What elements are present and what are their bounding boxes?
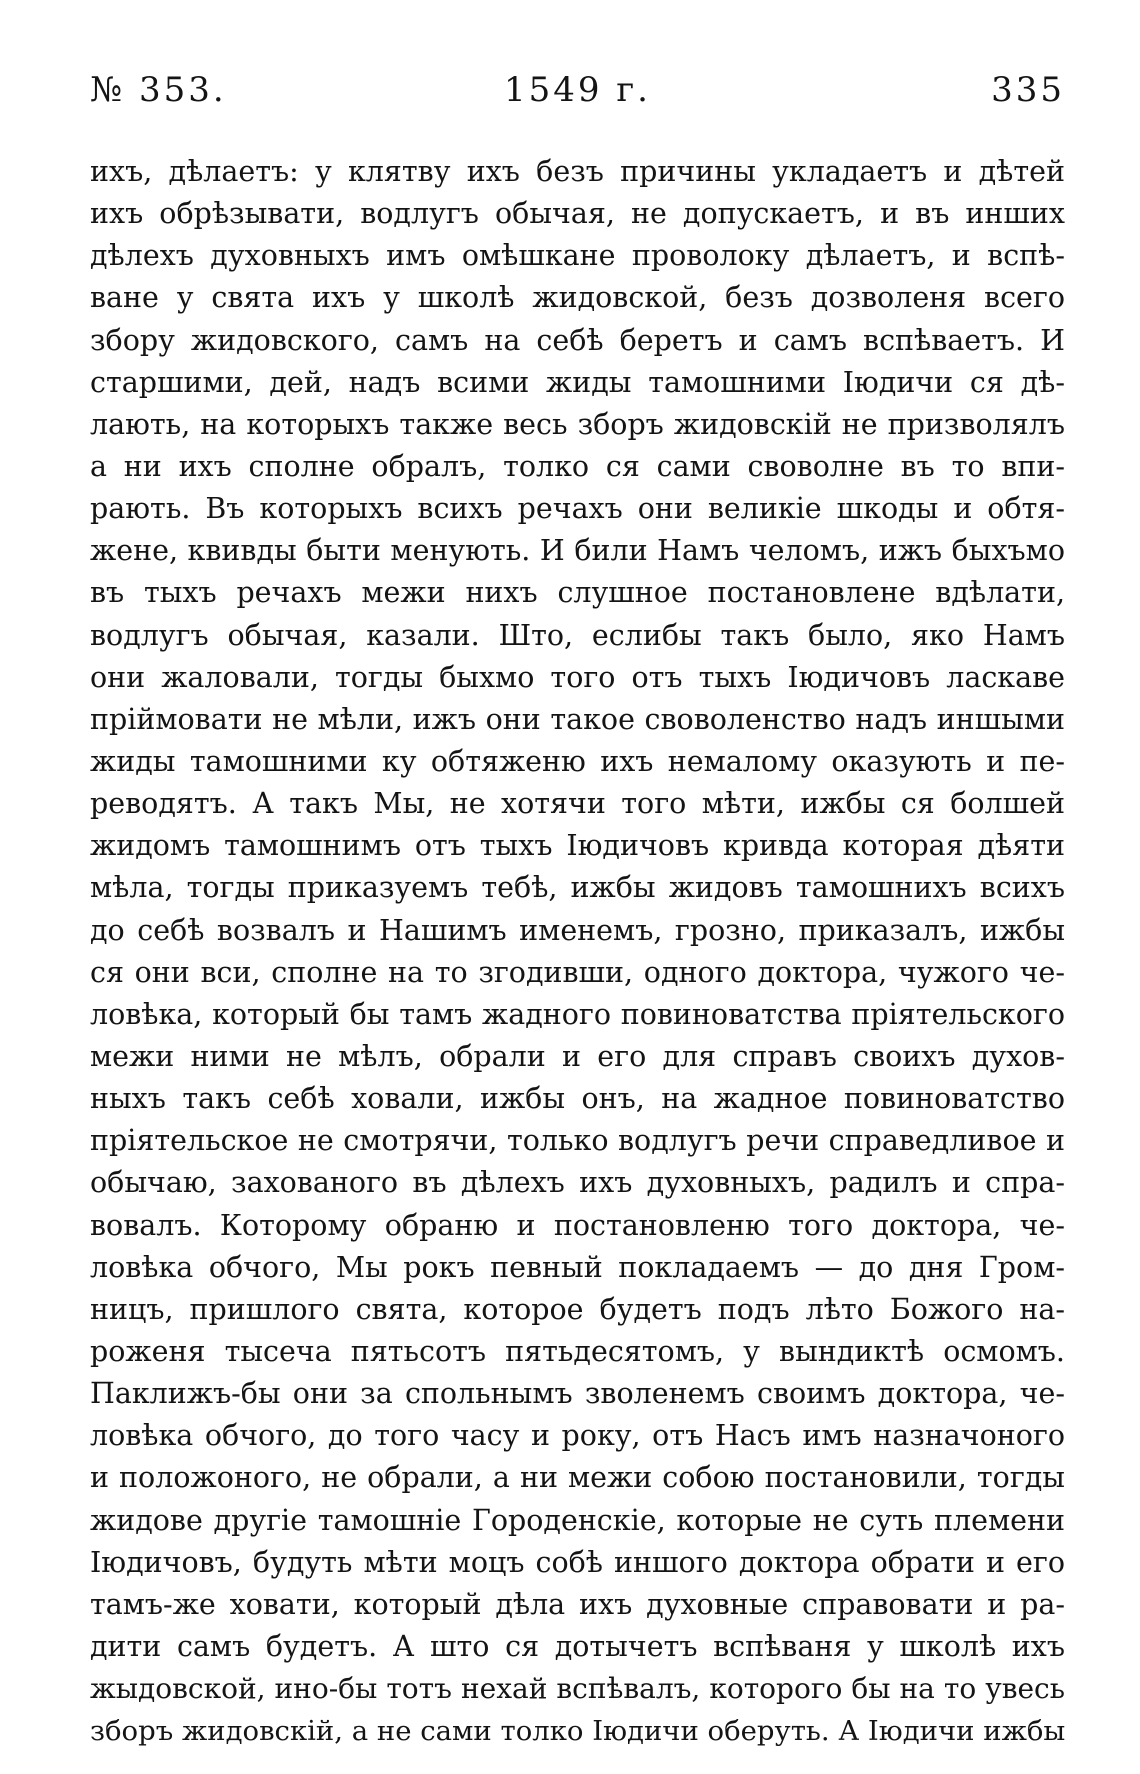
text-line: жыдовской, ино-бы тотъ нехай вспѣвалъ, которого бы на то увесь bbox=[90, 1672, 1065, 1706]
text-line: пріймовати не мѣли, ижъ они такое своволенство надъ иншыми bbox=[90, 702, 1065, 736]
text-line: до себѣ возвалъ и Нашимъ именемъ, грозно, приказалъ, ижбы bbox=[90, 913, 1065, 947]
text-line: збору жидовского, самъ на себѣ беретъ и самъ вспѣваетъ. И bbox=[90, 323, 1065, 357]
document-number: № 353. bbox=[90, 70, 227, 110]
text-line: межи ними не мѣлъ, обрали и его для справъ своихъ духов- bbox=[90, 1039, 1065, 1073]
text-line: вовалъ. Которому обраню и постановленю того доктора, че- bbox=[90, 1208, 1065, 1242]
text-line: они жаловали, тогды быхмо того отъ тыхъ Іюдичовъ ласкаве bbox=[90, 660, 1065, 694]
text-line: дѣлехъ духовныхъ имъ омѣшкане проволоку дѣлаетъ, и вспѣ- bbox=[90, 239, 1065, 273]
text-line: реводятъ. А такъ Мы, не хотячи того мѣти, ижбы ся болшей bbox=[90, 787, 1065, 821]
document-year: 1549 г. bbox=[504, 70, 651, 110]
text-line: Іюдичовъ, будуть мѣти моцъ собѣ иншого доктора обрати и его bbox=[90, 1545, 1065, 1579]
text-line: ницъ, пришлого свята, которое будетъ подъ лѣто Божого на- bbox=[90, 1292, 1065, 1326]
text-line: ихъ, дѣлаетъ: у клятву ихъ безъ причины укладаетъ и дѣтей bbox=[90, 155, 1065, 188]
text-line: рають. Въ которыхъ всихъ речахъ они великіе шкоды и обтя- bbox=[90, 492, 1065, 526]
text-line: ловѣка обчого, Мы рокъ певный покладаемъ — до дня Гром- bbox=[90, 1250, 1065, 1284]
text-line: въ тыхъ речахъ межи нихъ слушное постановлене вдѣлати, bbox=[90, 576, 1065, 610]
text-line: а ни ихъ сполне обралъ, толко ся сами своволне въ то впи- bbox=[90, 449, 1065, 483]
text-line: обычаю, захованого въ дѣлехъ ихъ духовныхъ, радилъ и спра- bbox=[90, 1166, 1065, 1200]
text-line: мѣла, тогды приказуемъ тебѣ, ижбы жидовъ тамошнихъ всихъ bbox=[90, 871, 1065, 905]
text-line: зборъ жидовскій, а не сами толко Іюдичи оберуть. А Іюдичи ижбы bbox=[90, 1715, 1065, 1748]
page-number: 335 bbox=[991, 70, 1065, 110]
text-line: ихъ обрѣзывати, водлугъ обычая, не допускаетъ, и въ инших bbox=[90, 197, 1065, 231]
body-text bbox=[90, 151, 1065, 1752]
text-line: дити самъ будетъ. А што ся дотычетъ вспѣваня у школѣ ихъ bbox=[90, 1629, 1065, 1663]
text-line: ване у свята ихъ у школѣ жидовской, безъ дозволеня всего bbox=[90, 281, 1065, 315]
text-line: жене, квивды быти менують. И били Намъ челомъ, ижъ быхъмо bbox=[90, 534, 1065, 568]
text-line: тамъ-же ховати, который дѣла ихъ духовные справовати и ра- bbox=[90, 1587, 1065, 1621]
page-header bbox=[90, 70, 1065, 120]
text-line: ловѣка обчого, до того часу и року, отъ Насъ имъ назначоного bbox=[90, 1419, 1065, 1453]
text-line: роженя тысеча пятьсотъ пятьдесятомъ, у вындиктѣ осмомъ. bbox=[90, 1334, 1065, 1368]
text-line: жиды тамошними ку обтяженю ихъ немалому оказують и пе- bbox=[90, 744, 1065, 778]
text-line: пріятельское не смотрячи, только водлугъ речи справедливое и bbox=[90, 1124, 1065, 1158]
text-line: и положоного, не обрали, а ни межи собою постановили, тогды bbox=[90, 1461, 1065, 1495]
text-line: ся они вси, сполне на то згодивши, одного доктора, чужого че- bbox=[90, 955, 1065, 989]
text-line: жидове другіе тамошніе Городенскіе, которые не суть племени bbox=[90, 1503, 1065, 1537]
text-line: жидомъ тамошнимъ отъ тыхъ Іюдичовъ кривда которая дѣяти bbox=[90, 829, 1065, 863]
text-line: старшими, дей, надъ всими жиды тамошними Іюдичи ся дѣ- bbox=[90, 365, 1065, 399]
text-line: ныхъ такъ себѣ ховали, ижбы онъ, на жадное повиноватство bbox=[90, 1082, 1065, 1116]
text-line: водлугъ обычая, казали. Што, еслибы такъ было, яко Намъ bbox=[90, 618, 1065, 652]
text-line: лають, на которыхъ также весь зборъ жидовскій не призволялъ bbox=[90, 407, 1065, 441]
text-line: Паклижъ-бы они за спольнымъ зволенемъ своимъ доктора, че- bbox=[90, 1377, 1065, 1411]
text-line: ловѣка, который бы тамъ жадного повиноватства пріятельского bbox=[90, 997, 1065, 1031]
